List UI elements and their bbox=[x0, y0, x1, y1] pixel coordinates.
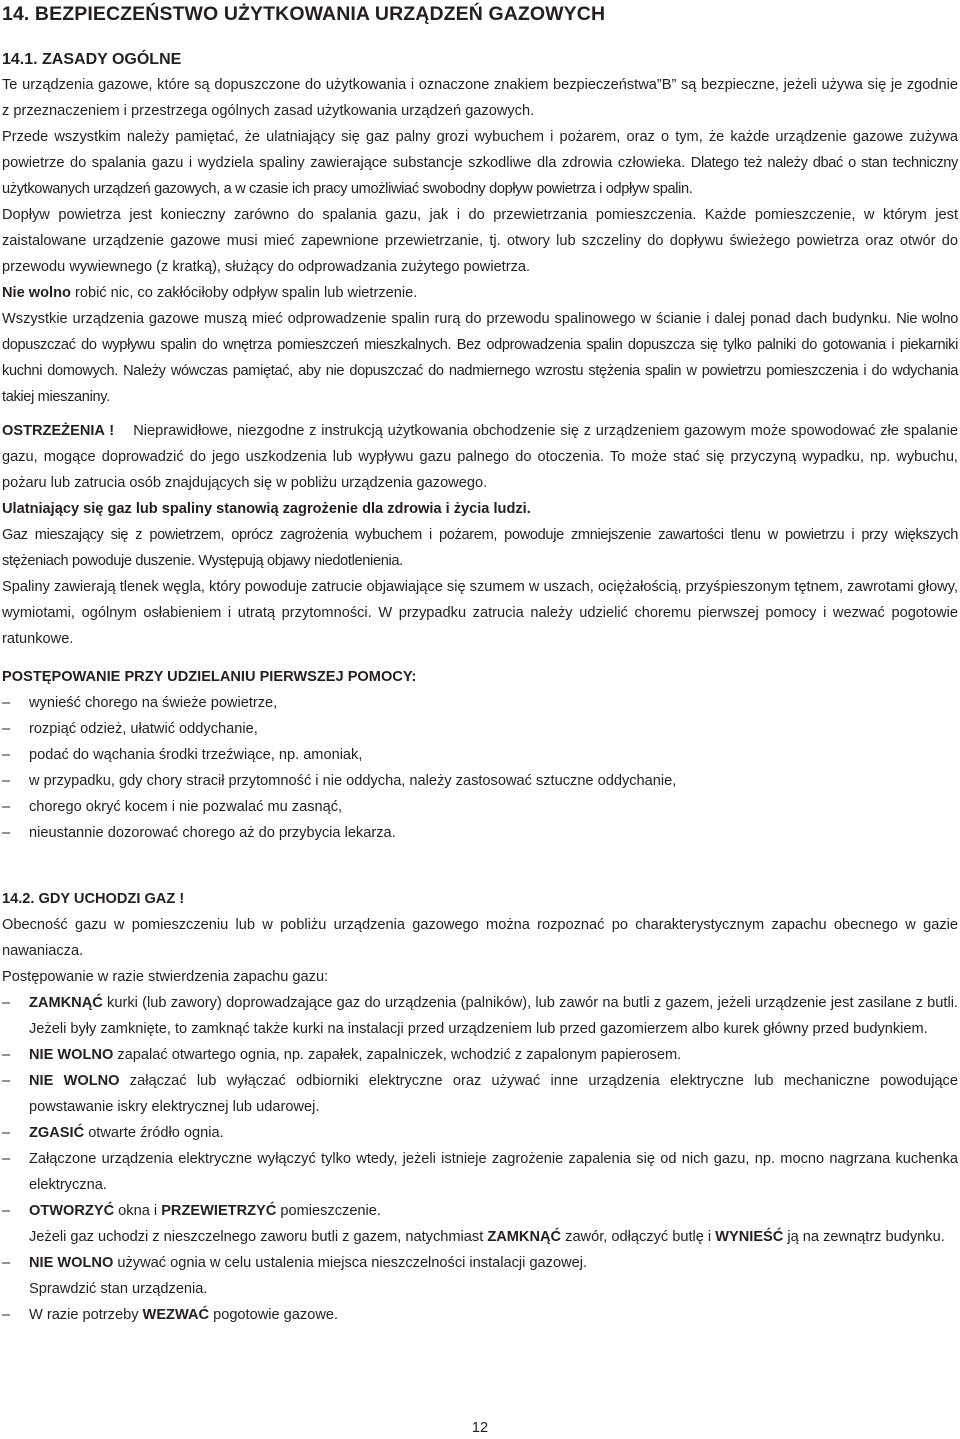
list-item bbox=[2, 1302, 958, 1328]
bold-text: ZAMKNĄĆ bbox=[487, 1229, 562, 1245]
section-general-rules bbox=[2, 48, 958, 846]
list-item bbox=[2, 990, 958, 1042]
text-span: Wszystkie urządzenia gazowe muszą mieć odprowadzenie spalin rurą do przewodu spalinowego w ścianie i dalej ponad dach budynku. bbox=[2, 311, 892, 327]
list-item bbox=[2, 1250, 958, 1302]
list-item: – nieustannie dozorować chorego aż do przybycia lekarza. bbox=[2, 820, 958, 846]
paragraph: Gaz mieszający się z powietrzem, oprócz zagrożenia wybuchem i pożarem, powoduje zmniejszenie zawartości tlenu w powietrzu i przy większych stężeniach powoduje duszenie. Występują objawy niedotlenienia. bbox=[2, 527, 958, 569]
paragraph bbox=[2, 306, 958, 410]
paragraph bbox=[2, 280, 958, 306]
bold-text: NIE WOLNO bbox=[29, 1047, 114, 1063]
paragraph: Te urządzenia gazowe, które są dopuszczone do użytkowania i oznaczone znakiem bezpieczeństwa”B” są bezpieczne, jeżeli używa się je zgodnie z przeznaczeniem i przestrzega ogólnych zasad użytkowania urządzeń gazowych. bbox=[2, 77, 958, 119]
bold-text: Ulatniający się gaz lub spaliny stanowią zagrożenie dla zdrowia i życia ludzi. bbox=[2, 501, 531, 517]
text-span: Nie wolno dopuszczać do wypływu spalin do wnętrza pomieszczeń mieszkalnych. Bez odprowadzenia spalin dopuszcza się tylko palniki do gotowania i piekarniki kuchni domowych. Należy wówczas pamiętać, aby nie dopuszczać do nadmiernego wzrostu stężenia spalin w powietrzu pomieszczenia i do wdychania takiej mieszaniny. bbox=[2, 311, 958, 405]
warning-paragraph bbox=[2, 418, 958, 496]
page-number: 12 bbox=[471, 1420, 489, 1436]
warning-label: OSTRZEŻENIA ! bbox=[2, 423, 115, 439]
bold-text: NIE WOLNO bbox=[29, 1255, 114, 1271]
bold-text: OTWORZYĆ bbox=[29, 1203, 115, 1219]
text-span: kurki (lub zawory) doprowadzające gaz do urządzenia (palników), lub zawór na butli z gazem, jeżeli urządzenie jest zasilane z butli. Jeżeli były zamknięte, to zamknąć także kurki na instalacji przed urządzeniem lub przed gazomierzem albo kurek główny przed budynkiem. bbox=[29, 995, 958, 1037]
list-item: – Załączone urządzenia elektryczne wyłączyć tylko wtedy, jeżeli istnieje zagrożenie zapalenia się od nich gazu, np. mocno nagrzana kuchenka elektryczna. bbox=[2, 1146, 958, 1198]
procedure-list bbox=[2, 990, 958, 1328]
first-aid-heading: POSTĘPOWANIE PRZY UDZIELANIU PIERWSZEJ POMOCY: bbox=[2, 669, 417, 685]
bold-text: Nie wolno bbox=[2, 285, 71, 301]
text-span: Nieprawidłowe, niezgodne z instrukcją użytkowania obchodzenie się z urządzeniem gazowym może spowodować złe spalanie gazu, mogące doprowadzić do jego uszkodzenia lub wypływu gazu palnego do otoczenia. To może stać się przyczyną wypadku, np. wybuchu, pożaru lub zatrucia osób znajdujących się w pobliżu urządzenia gazowego. bbox=[2, 423, 959, 491]
bold-text: PRZEWIETRZYĆ bbox=[161, 1203, 277, 1219]
text-span: robić nic, co zakłóciłoby odpływ spalin lub wietrzenie. bbox=[70, 285, 418, 301]
text-span: okna i bbox=[114, 1203, 162, 1219]
text-span: używać ognia w celu ustalenia miejsca nieszczelności instalacji gazowej. bbox=[113, 1255, 588, 1271]
list-item: – rozpiąć odzież, ułatwić oddychanie, bbox=[2, 716, 958, 742]
warning-statement bbox=[2, 496, 958, 522]
text-span: W razie potrzeby bbox=[29, 1307, 143, 1323]
section-gas-leak bbox=[2, 886, 958, 1328]
text-span: załączać lub wyłączać odbiorniki elektryczne oraz używać inne urządzenia elektryczne lub mechaniczne powodujące powstawanie iskry elektrycznej lub udarowej. bbox=[29, 1073, 958, 1115]
paragraph: Spaliny zawierają tlenek węgla, który powoduje zatrucie objawiające się szumem w uszach, ociężałością, przyśpieszonym tętnem, zawrotami głowy, wymiotami, ogólnym osłabieniem i utratą przytomności. W przypadku zatrucia należy udzielić choremu pierwszej pomocy i wezwać pogotowie ratunkowe. bbox=[2, 579, 958, 647]
bold-text: WEZWAĆ bbox=[142, 1307, 210, 1323]
section-heading: 14.1. ZASADY OGÓLNE bbox=[2, 51, 182, 68]
text-span: Dlatego też należy dbać o stan techniczny użytkowanych urządzeń gazowych, a w czasie ich pracy umożliwiać swobodny dopływ powietrza i odpływ spalin. bbox=[2, 155, 958, 197]
text-span: Jeżeli gaz uchodzi z nieszczelnego zaworu butli z gazem, natychmiast bbox=[29, 1229, 488, 1245]
continuation-text bbox=[29, 1224, 958, 1250]
list-item: – chorego okryć kocem i nie pozwalać mu zasnąć, bbox=[2, 794, 958, 820]
text-span: otwarte źródło ognia. bbox=[84, 1125, 224, 1141]
bold-text: ZGASIĆ bbox=[29, 1125, 85, 1141]
chapter-title: 14. BEZPIECZEŃSTWO UŻYTKOWANIA URZĄDZEŃ GAZOWYCH bbox=[2, 3, 606, 25]
section-heading: 14.2. GDY UCHODZI GAZ ! bbox=[2, 891, 185, 907]
bold-text: WYNIEŚĆ bbox=[715, 1229, 784, 1245]
text-span: Przede wszystkim należy pamiętać, że ulatniający się gaz palny grozi wybuchem i pożarem, oraz o tym, że każde urządzenie gazowe zużywa powietrze do spalania gazu i wydziela spaliny zawierające substancje szkodliwe dla zdrowia człowieka. bbox=[2, 129, 958, 171]
bold-text: ZAMKNĄĆ bbox=[29, 995, 103, 1011]
text-span: zapalać otwartego ognia, np. zapałek, zapalniczek, wchodzić z zapalonym papierosem. bbox=[113, 1047, 682, 1063]
bold-text: NIE WOLNO bbox=[29, 1073, 120, 1089]
list-item bbox=[2, 1068, 958, 1120]
paragraph: Dopływ powietrza jest konieczny zarówno do spalania gazu, jak i do przewietrzania pomieszczenia. Każde pomieszczenie, w którym jest zaistalowane urządzenie gazowe musi mieć zapewnione przewietrzanie, tj. otwory lub szczeliny do dopływu świeżego powietrza oraz otwór do przewodu wywiewnego (z kratką), służący do odprowadzania zużytego powietrza. bbox=[2, 207, 958, 275]
paragraph: Obecność gazu w pomieszczeniu lub w pobliżu urządzenia gazowego można rozpoznać po charakterystycznym zapachu obecnego w gazie nawaniacza. bbox=[2, 917, 958, 959]
list-item bbox=[2, 1198, 958, 1250]
text-span: pomieszczenie. bbox=[276, 1203, 381, 1219]
list-item: – w przypadku, gdy chory stracił przytomność i nie oddycha, należy zastosować sztuczne oddychanie, bbox=[2, 768, 958, 794]
list-item bbox=[2, 1042, 958, 1068]
paragraph bbox=[2, 124, 958, 202]
paragraph: Postępowanie w razie stwierdzenia zapachu gazu: bbox=[2, 969, 329, 985]
text-span: zawór, odłączyć butlę i bbox=[561, 1229, 716, 1245]
continuation-text: Sprawdzić stan urządzenia. bbox=[29, 1281, 208, 1297]
list-item: – podać do wąchania środki trzeźwiące, np. amoniak, bbox=[2, 742, 958, 768]
text-span: ją na zewnątrz budynku. bbox=[783, 1229, 945, 1245]
list-item: – wynieść chorego na świeże powietrze, bbox=[2, 690, 958, 716]
text-span: pogotowie gazowe. bbox=[209, 1307, 339, 1323]
first-aid-list bbox=[2, 690, 958, 846]
list-item bbox=[2, 1120, 958, 1146]
